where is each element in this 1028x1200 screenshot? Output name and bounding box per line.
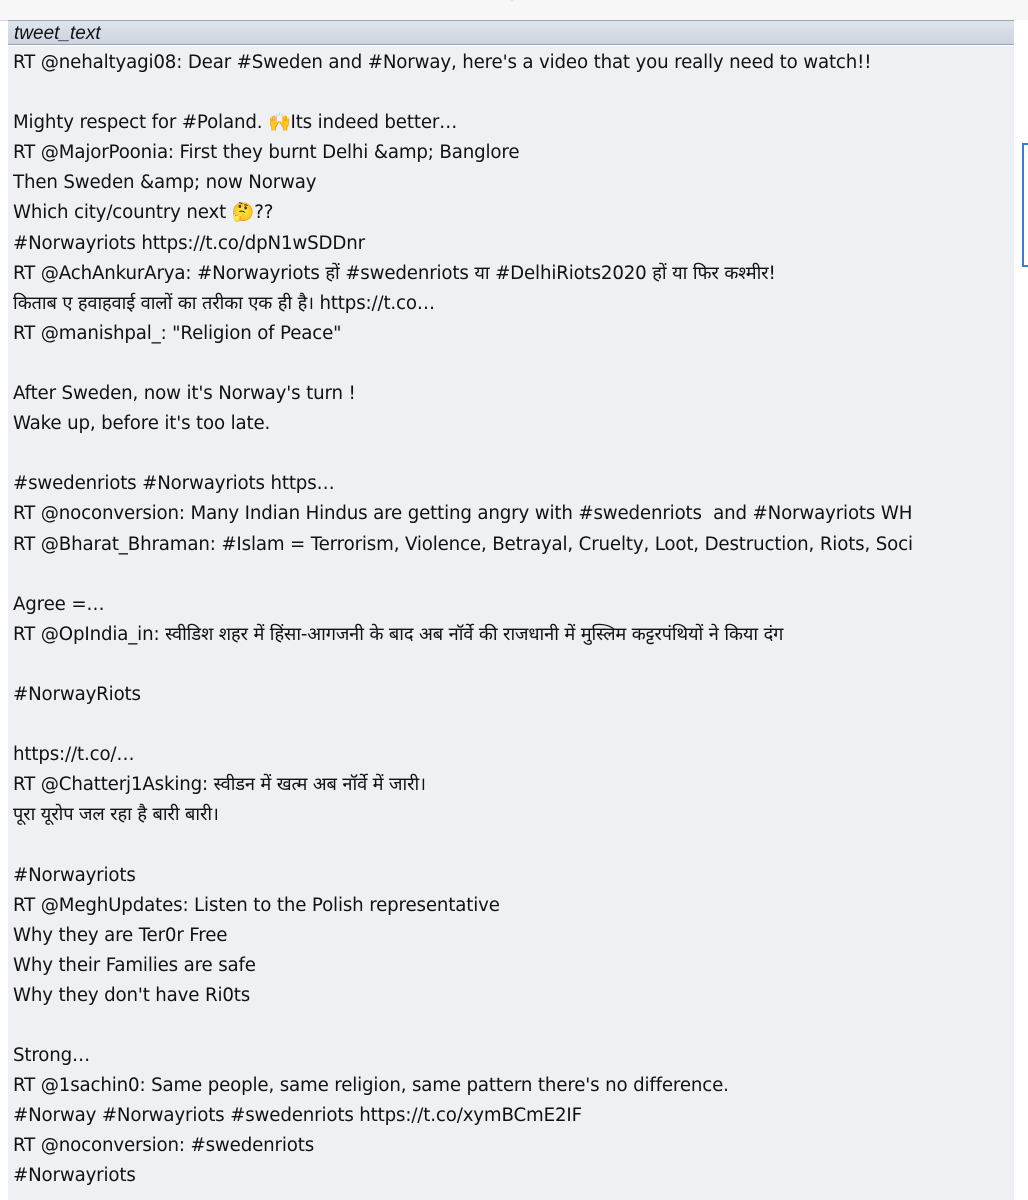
cell-line: After Sweden, now it's Norway's turn ! xyxy=(13,383,356,405)
cell-line xyxy=(13,439,1022,469)
column-header-label: tweet_text xyxy=(14,23,101,44)
cell-line: Why they are Ter0r Free xyxy=(13,924,228,946)
cell-line: Why their Families are safe xyxy=(13,954,256,976)
cell-line xyxy=(13,78,1022,108)
selection-edge-marker xyxy=(1022,143,1028,267)
cell-line xyxy=(13,560,1022,590)
column-header-tweet-text[interactable] xyxy=(8,20,1022,45)
cell-line: पूरा यूरोप जल रहा है बारी बारी। xyxy=(13,804,219,826)
cell-line: #swedenriots #Norwayriots https… xyxy=(13,473,335,495)
cell-line: किताब ए हवाहवाई वालों का तरीका एक ही है। https://t.co… xyxy=(13,292,435,314)
cell-line: Agree =… xyxy=(13,593,105,615)
cell-line: Then Sweden &amp; now Norway xyxy=(13,172,317,194)
cell-line: #Norwayriots xyxy=(13,1165,136,1187)
cell-line: Strong… xyxy=(13,1045,91,1067)
cell-line: RT @Bharat_Bhraman: #Islam = Terrorism, Violence, Betrayal, Cruelty, Loot, Destruction, Riots, Soci xyxy=(13,533,913,555)
cell-line: RT @AchAnkurArya: #Norwayriots हों #swedenriots या #DelhiRiots2020 हों या फिर कश्मीर! xyxy=(13,262,776,284)
cell-line: Wake up, before it's too late. xyxy=(13,413,271,435)
cell-line: RT @noconversion: #swedenriots xyxy=(13,1135,315,1157)
cell-line: RT @OpIndia_in: स्वीडिश शहर में हिंसा-आगजनी के बाद अब नॉर्वे की राजधानी में मुस्लिम कट्टरपंथियों ने किया दंग xyxy=(13,623,784,645)
cell-line: Why they don't have Ri0ts xyxy=(13,984,251,1006)
cell-line: RT @noconversion: Many Indian Hindus are getting angry with #swedenriots and #Norwayriots WH xyxy=(13,503,913,525)
cell-line: #Norwayriots xyxy=(13,864,136,886)
drag-handle-icon[interactable]: ˇ xyxy=(509,0,515,9)
window-top-bar xyxy=(0,0,1028,21)
cell-line xyxy=(13,650,1022,680)
cell-line: RT @MeghUpdates: Listen to the Polish representative xyxy=(13,894,500,916)
cell-line: RT @nehaltyagi08: Dear #Sweden and #Norway, here's a video that you really need to watch!! xyxy=(13,52,872,73)
cell-line xyxy=(13,349,1022,379)
cell-line: #Norwayriots https://t.co/dpN1wSDDnr xyxy=(13,232,365,254)
cell-line: RT @1sachin0: Same people, same religion, same pattern there's no difference. xyxy=(13,1075,729,1097)
cell-line: RT @MajorPoonia: First they burnt Delhi &amp; Banglore xyxy=(13,142,520,164)
tweet-text-cell[interactable] xyxy=(8,46,1022,1200)
cell-content xyxy=(13,48,1022,1192)
cell-line xyxy=(13,1011,1022,1041)
cell-line xyxy=(13,830,1022,860)
cell-line: #Norway #Norwayriots #swedenriots https://t.co/xymBCmE2IF xyxy=(13,1105,582,1127)
cell-line: RT @manishpal_: "Religion of Peace" xyxy=(13,322,342,344)
cell-line: Mighty respect for #Poland. 🙌Its indeed better… xyxy=(13,112,458,134)
cell-line: Which city/country next 🤔?? xyxy=(13,202,274,224)
cell-line: RT @Chatterj1Asking: स्वीडन में खत्म अब नॉर्वे में जारी। xyxy=(13,774,426,796)
cell-line xyxy=(13,710,1022,740)
spreadsheet-area xyxy=(8,20,1028,1200)
cell-line: https://t.co/… xyxy=(13,744,135,766)
cell-line: #NorwayRiots xyxy=(13,683,141,705)
